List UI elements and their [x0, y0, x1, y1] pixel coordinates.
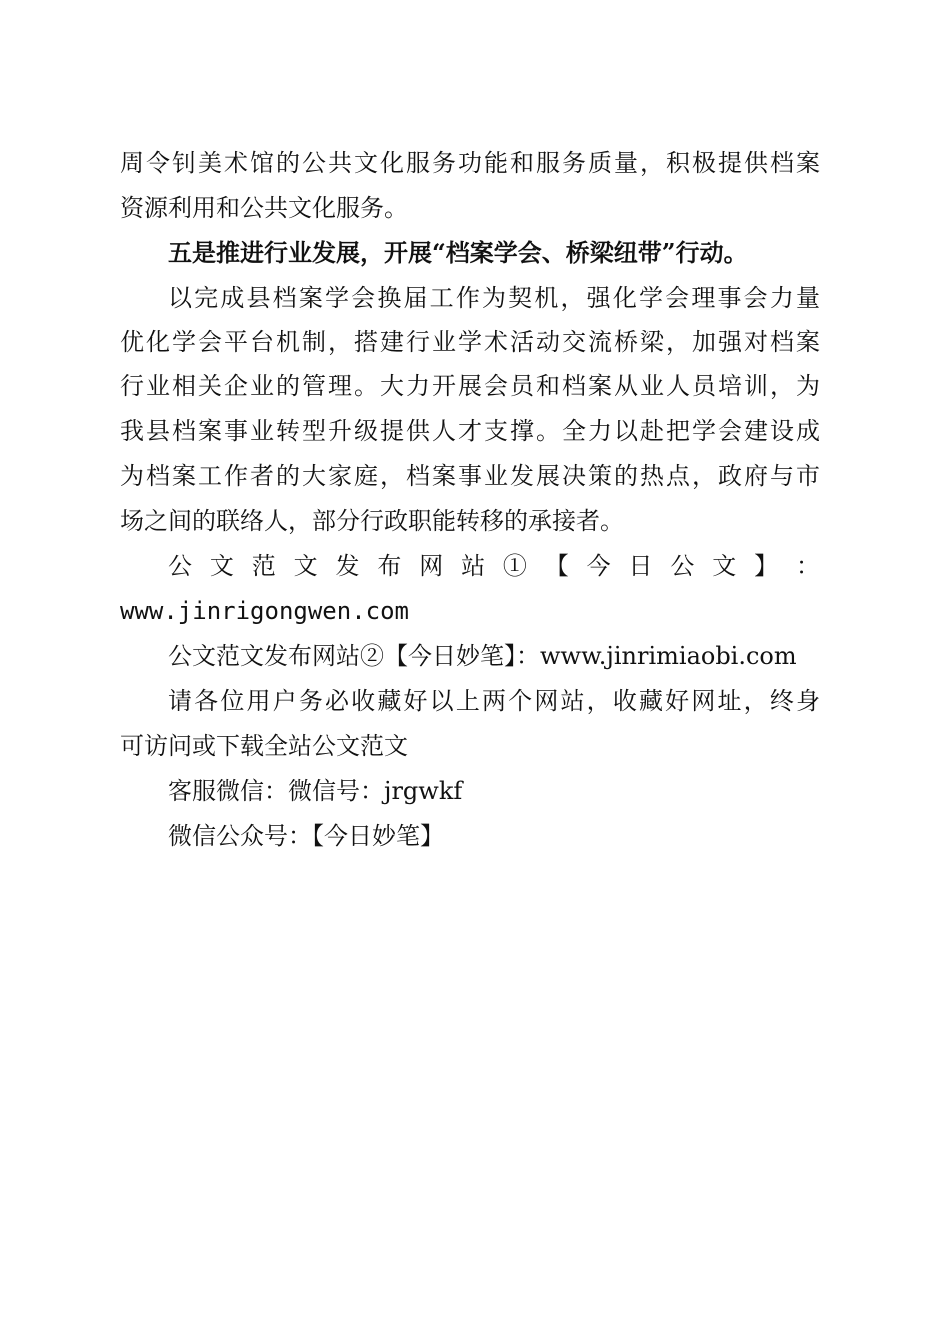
service-wechat: 客服微信：微信号：jrgwkf: [168, 777, 463, 805]
site-one-label: 公 文 范 文 发 布 网 站 ① 【 今 日 公 文 】 ：: [168, 552, 820, 580]
notice-line: 请各位用户务必收藏好以上两个网站，收藏好网址，终身: [168, 687, 820, 715]
site-two-line: 公文范文发布网站②【今日妙笔】：www.jinrimiaobi.com: [168, 642, 797, 670]
paragraph-line: 优化学会平台机制，搭建行业学术活动交流桥梁，加强对档案: [120, 328, 820, 356]
site-one-url[interactable]: www.jinrigongwen.com: [120, 597, 409, 625]
paragraph-line: 以完成县档案学会换届工作为契机，强化学会理事会力量: [168, 284, 820, 312]
paragraph-line: 资源利用和公共文化服务。: [120, 194, 408, 222]
paragraph-line: 我县档案事业转型升级提供人才支撑。全力以赴把学会建设成: [120, 417, 820, 445]
section-heading: 五是推进行业发展，开展“档案学会、桥梁纽带”行动。: [168, 238, 748, 267]
paragraph-line: 周令钊美术馆的公共文化服务功能和服务质量，积极提供档案: [120, 149, 820, 177]
official-account: 微信公众号：【今日妙笔】: [168, 822, 444, 850]
paragraph-line: 行业相关企业的管理。大力开展会员和档案从业人员培训，为: [120, 372, 820, 400]
paragraph-line: 场之间的联络人，部分行政职能转移的承接者。: [120, 507, 624, 535]
paragraph-line: 为档案工作者的大家庭，档案事业发展决策的热点，政府与市: [120, 462, 820, 490]
notice-line: 可访问或下载全站公文范文: [120, 732, 408, 760]
